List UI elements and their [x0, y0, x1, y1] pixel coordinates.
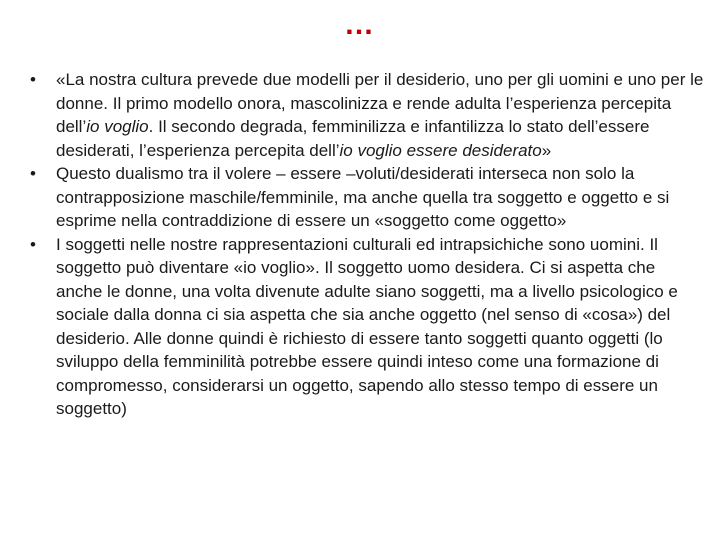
bullet-item-1: [30, 68, 706, 162]
bullet-1-italic-2: io voglio essere desiderato: [339, 140, 542, 160]
bullet-dot-icon: •: [30, 164, 36, 183]
bullet-1-part-2: . Il secondo degrada, femminilizza e infantilizza lo stato dell’essere desiderati, l’esperienza percepita dell’: [56, 117, 650, 160]
bullet-text-3: I soggetti nelle nostre rappresentazioni culturali ed intrapsichiche sono uomini. Il soggetto può diventare «io voglio». Il soggetto uomo desidera. Ci si aspetta che anche le donne, una volta divenute adulte siano soggetti, ma a livello psicologico e sociale dalla donna ci sia aspetta che sia anche oggetto (nel senso di «cosa») del desiderio. Alle donne quindi è richiesto di essere tanto soggetti quanto oggetti (lo sviluppo della femminilità potrebbe essere quindi inteso come una formazione di compromesso, considerarsi un oggetto, sapendo allo stesso tempo di essere un soggetto): [56, 234, 678, 418]
bullet-dot-icon: •: [30, 70, 36, 89]
slide-content: [30, 68, 706, 421]
bullet-list: [30, 68, 706, 421]
bullet-1-part-1: «La nostra cultura prevede due modelli per il desiderio, uno per gli uomini e uno per le donne. Il primo modello onora, mascolinizza e rende adulta l’esperienza percepita dell’: [56, 70, 704, 136]
bullet-text-1: [56, 70, 703, 160]
bullet-text-2: Questo dualismo tra il volere – essere –voluti/desiderati interseca non solo la contrapposizione maschile/femminile, ma anche quella tra soggetto e oggetto e si esprime nella contraddizione di essere un «soggetto come oggetto»: [56, 164, 670, 230]
slide-title: …: [344, 8, 376, 41]
bullet-dot-icon: •: [30, 234, 36, 254]
bullet-1-italic-1: io voglio: [86, 117, 149, 136]
bullet-1-part-3: »: [541, 140, 552, 160]
bullet-item-3: [30, 233, 706, 421]
bullet-item-2: [30, 162, 706, 233]
